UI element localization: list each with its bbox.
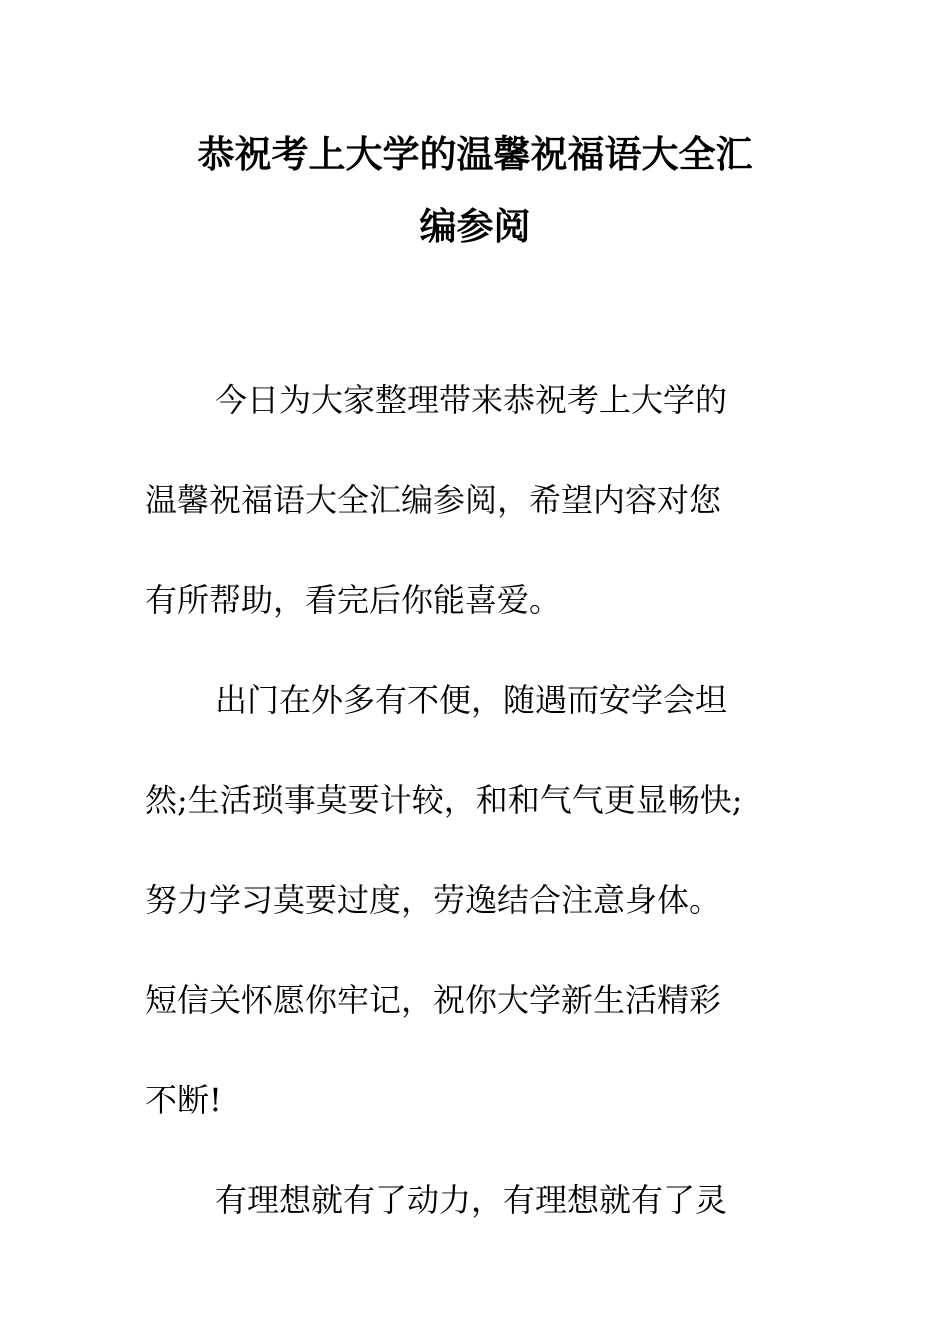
- paragraph-2-line-5: 不断!: [145, 1081, 222, 1119]
- paragraph-3-line-1: 有理想就有了动力，有理想就有了灵: [215, 1181, 728, 1219]
- paragraph-2-line-2: 然;生活琐事莫要计较，和和气气更显畅快;: [145, 781, 743, 819]
- paragraph-2-line-4: 短信关怀愿你牢记，祝你大学新生活精彩: [145, 981, 722, 1019]
- paragraph-1-line-1: 今日为大家整理带来恭祝考上大学的: [215, 381, 728, 419]
- paragraph-1-line-3: 有所帮助，看完后你能喜爱。: [145, 581, 562, 619]
- document-title-line-2: 编参阅: [419, 205, 531, 248]
- paragraph-2-line-1: 出门在外多有不便，随遇而安学会坦: [215, 681, 728, 719]
- paragraph-2-line-3: 努力学习莫要过度，劳逸结合注意身体。: [145, 881, 722, 919]
- paragraph-1-line-2: 温馨祝福语大全汇编参阅，希望内容对您: [145, 481, 722, 519]
- document-title-line-1: 恭祝考上大学的温馨祝福语大全汇: [197, 133, 753, 176]
